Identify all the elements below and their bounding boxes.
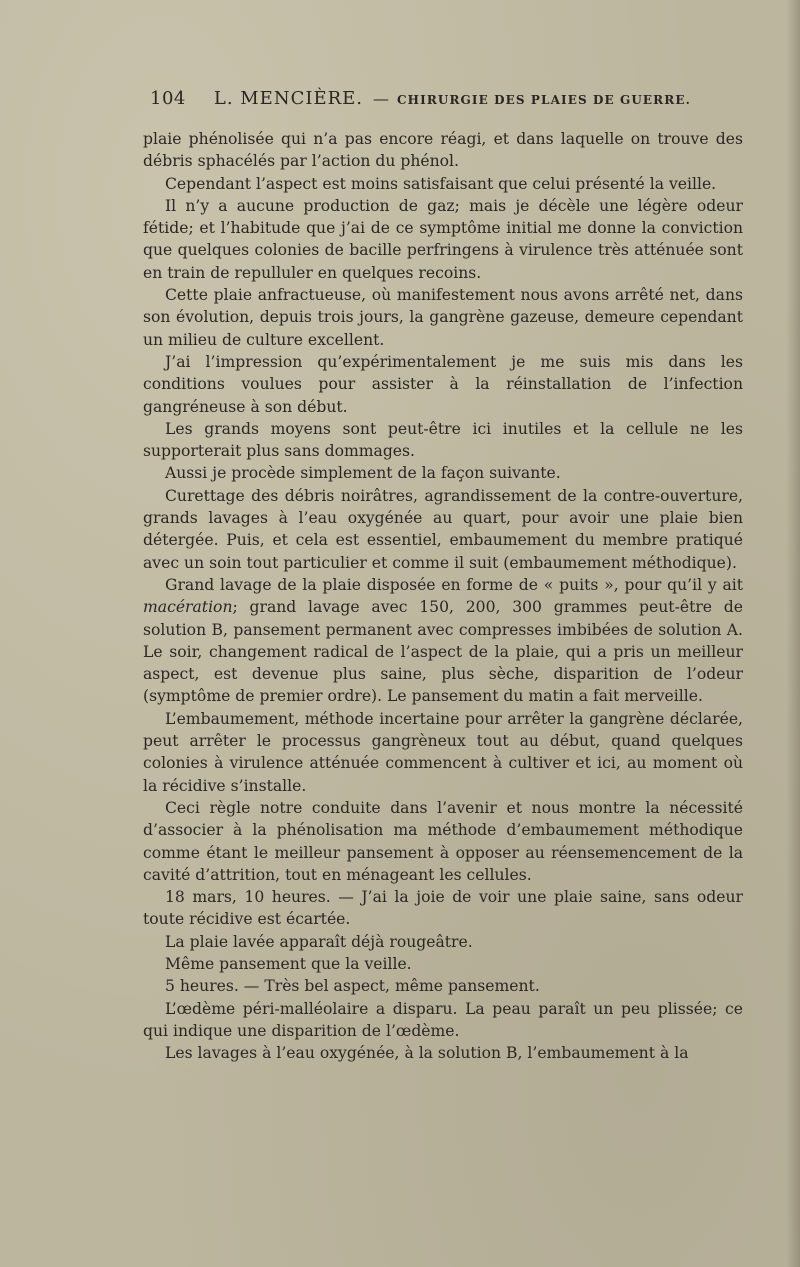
running-header-title: CHIRURGIE DES PLAIES DE GUERRE. (397, 93, 691, 107)
paragraph: La plaie lavée apparaît déjà rougeâtre. (165, 932, 473, 951)
running-header-separator: — (373, 89, 390, 108)
italic-term: macération (143, 598, 233, 617)
paragraph: L’embaumement, méthode incertaine pour arrêter la gangrène déclarée, peut arrêter le processus gangrèneux tout au début, quand quelques colonies à virulence atténuée commencent à cultiver et ici, au moment où la récidive s’installe. (143, 709, 743, 795)
page-number: 104 (150, 88, 186, 109)
paragraph: J’ai l’impression qu’expérimentalement je me suis mis dans les conditions voulues pour assister à la réinstallation de l’infection gangréneuse à son début. (143, 352, 743, 416)
paragraph-continuation: plaie phénolisée qui n’a pas encore réagi, et dans laquelle on trouve des débris sphacélés par l’action du phénol. (143, 130, 743, 171)
running-header-author: L. MENCIÈRE. (213, 88, 364, 109)
paragraph: Les grands moyens sont peut-être ici inutiles et la cellule ne les supporterait plus sans dommages. (143, 419, 743, 461)
paragraph: Il n’y a aucune production de gaz; mais je décèle une légère odeur fétide; et l’habitude que j’ai de ce symptôme initial me donne la conviction que quelques colonies de bacille perfringens à virulence très atténuée sont en train de repulluler en quelques recoins. (143, 196, 743, 282)
body-text (143, 128, 743, 1064)
paragraph: Curettage des débris noirâtres, agrandissement de la contre-ouverture, grands lavages à l’eau oxygénée au quart, pour avoir une plaie bien détergée. Puis, et cela est essentiel, embaumement du membre pratiqué avec un soin tout particulier et comme il suit (embaumement méthodique). (143, 486, 743, 572)
paragraph: Cependant l’aspect est moins satisfaisant que celui présenté la veille. (165, 174, 717, 193)
paragraph: Ceci règle notre conduite dans l’avenir et nous montre la nécessité d’associer à la phénolisation ma méthode d’embaumement méthodique comme étant le meilleur pansement à opposer au réensemencement de la cavité d’attrition, tout en ménageant les cellules. (143, 798, 743, 884)
page-edge-shadow (786, 0, 800, 1267)
paragraph: Les lavages à l’eau oxygénée, à la solution B, l’embaumement à la (165, 1044, 689, 1063)
paragraph: Même pansement que la veille. (165, 954, 412, 973)
paragraph-text: Grand lavage de la plaie disposée en forme de « puits », pour qu’il y ait (165, 575, 743, 594)
paragraph: L’œdème péri-malléolaire a disparu. La peau paraît un peu plissée; ce qui indique une disparition de l’œdème. (143, 999, 743, 1040)
paragraph-text: ; grand lavage avec 150, 200, 300 grammes peut-être de solution B, pansement permanent avec compresses imbibées de solution A. Le soir, changement radical de l’aspect de la plaie, qui a pris un meilleur aspect, est devenue plus saine, plus sèche, disparition de l’odeur (symptôme de premier ordre). Le pansement du matin a fait merveille. (143, 598, 743, 706)
paragraph: Aussi je procède simplement de la façon suivante. (165, 464, 561, 483)
paragraph: 5 heures. — Très bel aspect, même pansement. (165, 977, 540, 996)
paragraph-with-italic (143, 574, 743, 708)
running-header (150, 88, 750, 112)
paragraph: Cette plaie anfractueuse, où manifestement nous avons arrêté net, dans son évolution, depuis trois jours, la gangrène gazeuse, demeure cependant un milieu de culture excellent. (143, 286, 743, 349)
paragraph: 18 mars, 10 heures. — J’ai la joie de voir une plaie saine, sans odeur toute récidive est écartée. (143, 888, 743, 929)
